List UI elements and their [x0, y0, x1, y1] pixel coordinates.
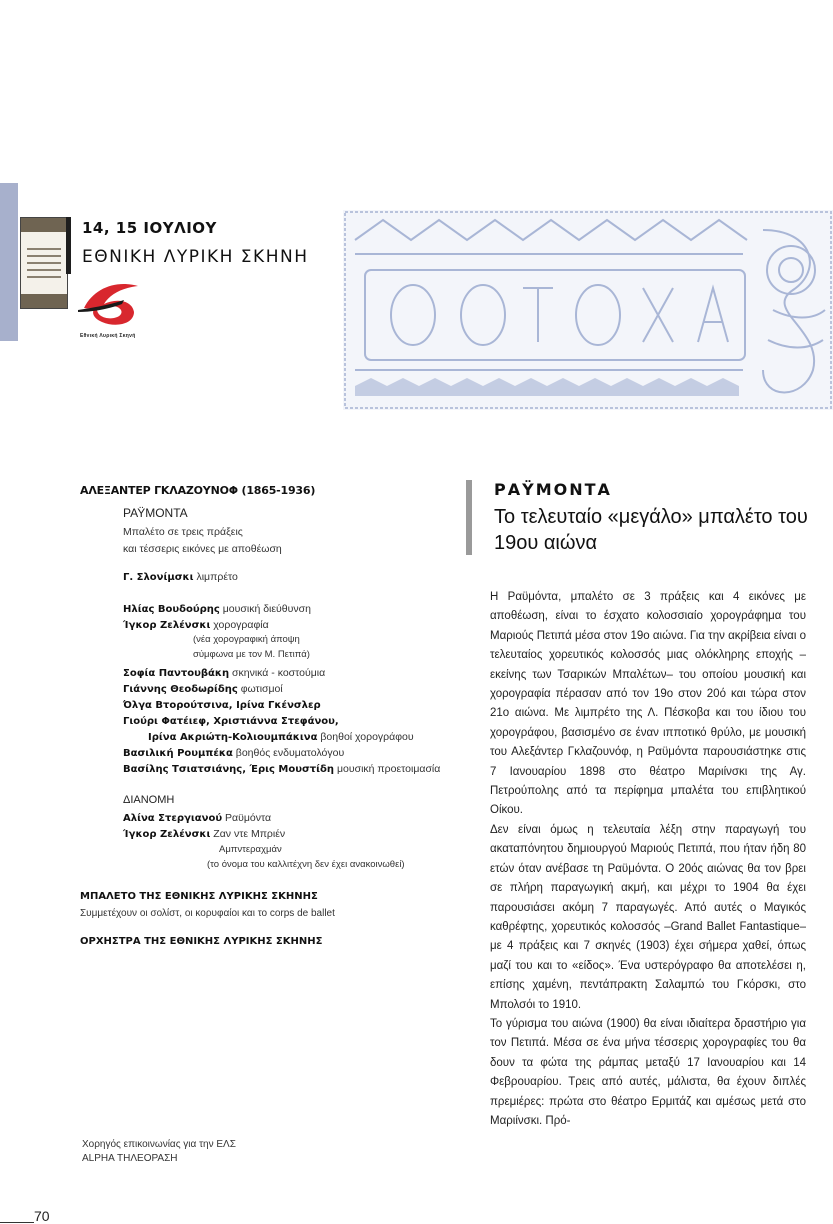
- sponsor-note: [82, 1138, 236, 1166]
- cast-extra-role: Αμπντεραχμάν: [219, 844, 282, 855]
- credit-libretto: Γ. Σλονίμσκι λιμπρέτο: [123, 571, 238, 583]
- ballet-company-title: ΜΠΑΛΕΤΟ ΤΗΣ ΕΘΝΙΚΗΣ ΛΥΡΙΚΗΣ ΣΚΗΝΗΣ: [80, 891, 318, 902]
- credit-row: Ηλίας Βουδούρης μουσική διεύθυνση: [123, 603, 311, 615]
- article-body: [490, 588, 806, 1131]
- orchestra-title: ΟΡΧΗΣΤΡΑ ΤΗΣ ΕΘΝΙΚΗΣ ΛΥΡΙΚΗΣ ΣΚΗΝΗΣ: [80, 936, 323, 947]
- article-header: [466, 480, 811, 555]
- event-header: [66, 217, 308, 274]
- ballet-company-desc: Συμμετέχουν οι σολίστ, οι κορυφαίοι και το corps de ballet: [80, 908, 335, 919]
- sponsor-line-2: ALPHA ΤΗΛΕΟΡΑΣΗ: [82, 1153, 178, 1164]
- cast-row: Ίγκορ Ζελένσκι Ζαν ντε Μπριέν: [123, 828, 286, 840]
- cast-row: Αλίνα Στεργιανού Ραϋμόντα: [123, 812, 272, 824]
- credit-row: Όλγα Βτορούτσινα, Ιρίνα Γκένσλερ: [123, 700, 321, 711]
- page-number-rule: [0, 1222, 34, 1223]
- logo-caption: Εθνική Λυρική Σκηνή: [80, 333, 136, 339]
- poster-thumbnail: [20, 217, 68, 309]
- credit-row: Βασιλική Ρουμπέκα βοηθός ενδυματολόγου: [123, 747, 345, 759]
- page-number: 70: [34, 1208, 50, 1224]
- article-paragraph: Το γύρισμα του αιώνα (1900) θα είναι ιδιαίτερα δραστήριο για τον Πετιπά. Μέσα σε ένα μήνα τέσσερις χορογραφίες του θα δουν τα φώτα της ράμπας μεταξύ 17 Ιανουαρίου και 14 Φεβρουαρίου. Τρεις από αυτές, μάλιστα, θα έχουν διπλές πρεμιέρες: πρώτα στο θέατρο Ερμιτάζ και αμέσως μετά στο Μαριίνσκι. Πρό-: [490, 1017, 806, 1127]
- ornament-illustration: [343, 210, 833, 410]
- cast-note: (το όνομα του καλλιτέχνη δεν έχει ανακοινωθεί): [207, 859, 405, 870]
- event-venue: ΕΘΝΙΚΗ ΛΥΡΙΚΗ ΣΚΗΝΗ: [82, 247, 309, 267]
- credit-row: Ιρίνα Ακριώτη-Κολιουμπάκινα βοηθοί χορογράφου: [148, 731, 414, 743]
- composer-heading: ΑΛΕΞΑΝΤΕΡ ΓΚΛΑΖΟΥΝΟΦ (1865-1936): [80, 484, 316, 497]
- article-title: ΡΑΫΜΟΝΤΑ: [494, 480, 612, 499]
- credit-row: Βασίλης Τσιατσιάνης, Έρις Μουστίδη μουσική προετοιμασία: [123, 763, 441, 775]
- article-paragraph: Η Ραϋμόντα, μπαλέτο σε 3 πράξεις και 4 εικόνες με αποθέωση, είναι το έσχατο κολοσσιαίο χορογράφημα του Μαριούς Πετιπά μέσα στον 19ο αιώνα. Για την ακρίβεια είναι ο τελευταίος χορευτικός κολοσσός μιας ολόκληρης εποχής –εκείνης των Τσαρικών Μπαλέτων– του οποίου μουσική και χορογραφία πέρασαν από τον 19ο στον 20ό και τώρα στον 21ο αιώνα. Με λιμπρέτο της Λ. Πέσκοβα και του ίδιου του χορογράφου, βασισμένο σε έναν ιπποτικό θρύλο, με μουσική του Αλεξάντερ Γκλαζουνόφ, η Ραϋμόντα παρουσιάστηκε στις 7 Ιανουαρίου 1898 στο θέατρο Μαριίνσκι της Αγ. Πετρούπολης από τα περίφημα μπαλέτα του επιβλητικού Οίκου.: [490, 591, 806, 817]
- work-subtitle-line-2: και τέσσερις εικόνες με αποθέωση: [123, 543, 282, 555]
- credit-row: Γιούρι Φατέιεφ, Χριστιάννα Στεφάνου,: [123, 716, 339, 727]
- credit-row: Σοφία Παντουβάκη σκηνικά - κοστούμια: [123, 667, 326, 679]
- work-title: ΡΑΫΜΟΝΤΑ: [123, 506, 188, 520]
- cast-heading: ΔΙΑΝΟΜΗ: [123, 794, 175, 806]
- choreography-note-line-2: σύμφωνα με τον Μ. Πετιπά): [193, 649, 310, 660]
- choreography-note-line-1: (νέα χορογραφική άποψη: [193, 634, 300, 645]
- event-date: 14, 15 ΙΟΥΛΙΟΥ: [82, 219, 217, 237]
- article-subtitle: Το τελευταίο «μεγάλο» μπαλέτο του 19ου αιώνα: [494, 506, 808, 554]
- work-subtitle-line-1: Μπαλέτο σε τρεις πράξεις: [123, 526, 243, 538]
- credit-row: Ίγκορ Ζελένσκι χορογραφία: [123, 619, 269, 631]
- els-logo-icon: [76, 278, 146, 330]
- article-paragraph: Δεν είναι όμως η τελευταία λέξη στην παραγωγή του ακαταπόνητου δημιουργού Μαριούς Πετιπά, που ήταν ήδη 80 ετών όταν ανέβασε τη Ραϋμόντα. Ο 20ός αιώνας θα τον βρει σε πλήρη παραγωγική ακμή, και μέχρι το 1904 θα έχει παρουσιάσει ακόμη 7 παραγωγές. Από αυτές ο Μαγικός καθρέφτης, χορευτικός κολοσσός –Grand Ballet Fantastique– με 4 πράξεις και 7 σκηνές (1903) έχει σήμερα χαθεί, όπως μαζί του και το «είδος». Ένα υστερόγραφο θα αποτελέσει η, επίσης χαμένη, πεντάπρακτη Σαλαμπώ του Γκόρσκι, στο Μπολσόι το 1910.: [490, 823, 806, 1011]
- credit-row: Γιάννης Θεοδωρίδης φωτισμοί: [123, 683, 283, 695]
- left-accent-bar: [0, 183, 18, 341]
- sponsor-line-1: Χορηγός επικοινωνίας για την ΕΛΣ: [82, 1139, 236, 1150]
